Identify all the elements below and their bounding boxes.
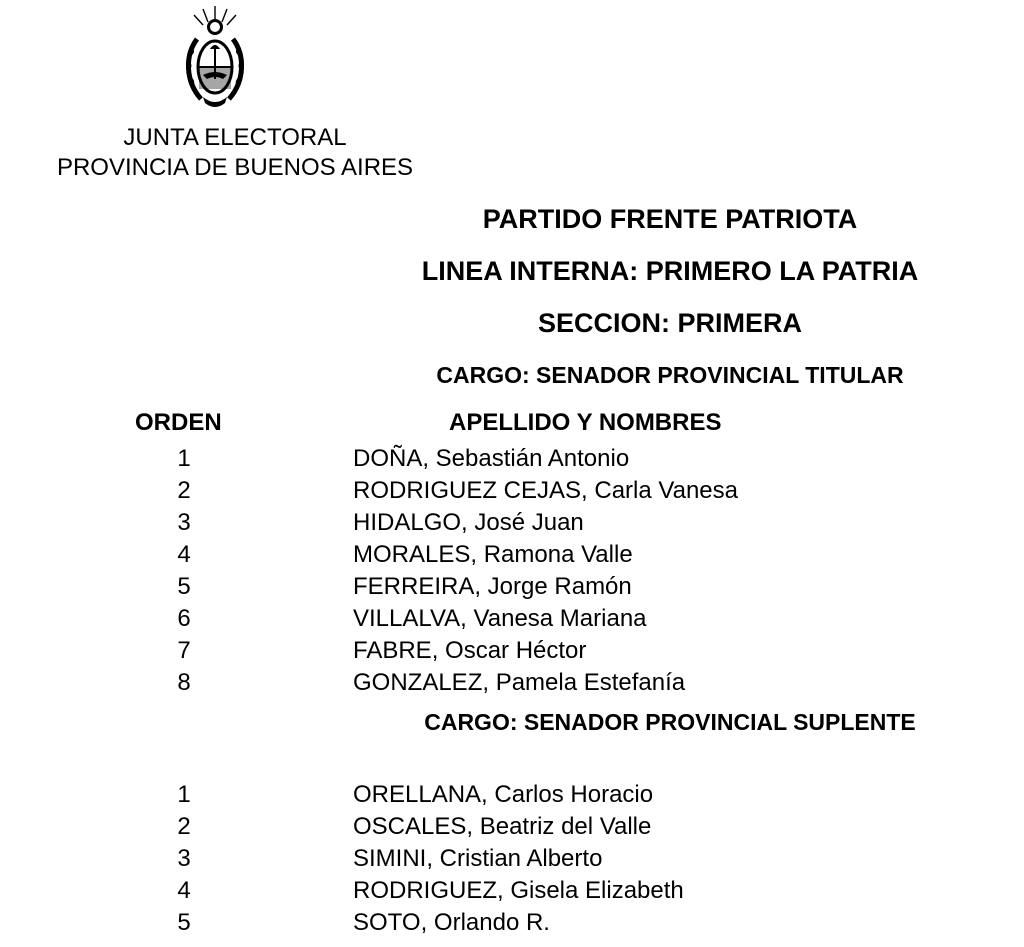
candidate-name: RODRIGUEZ CEJAS, Carla Vanesa (353, 477, 738, 504)
candidate-row (0, 539, 1024, 571)
candidate-row (0, 779, 1024, 811)
candidate-name: ORELLANA, Carlos Horacio (353, 781, 654, 808)
candidate-row (0, 507, 1024, 539)
candidate-name: OSCALES, Beatriz del Valle (353, 813, 652, 840)
party-title: PARTIDO FRENTE PATRIOTA (482, 204, 858, 234)
candidate-row (0, 475, 1024, 507)
candidate-row (0, 875, 1024, 907)
candidate-row (0, 843, 1024, 875)
candidate-orden: 5 (177, 909, 191, 936)
argentina-coat-of-arms-icon (183, 5, 247, 111)
candidate-orden: 4 (177, 877, 191, 904)
section-title: SECCION: PRIMERA (537, 308, 802, 338)
candidate-name: RODRIGUEZ, Gisela Elizabeth (353, 877, 684, 904)
candidate-orden: 7 (177, 637, 191, 664)
cargo-titular-heading: CARGO: SENADOR PROVINCIAL TITULAR (436, 362, 904, 388)
issuer-line-2: PROVINCIA DE BUENOS AIRES (56, 154, 414, 181)
candidate-row (0, 571, 1024, 603)
candidate-orden: 2 (177, 477, 191, 504)
candidate-name: MORALES, Ramona Valle (353, 541, 633, 568)
candidate-row (0, 667, 1024, 699)
candidate-orden: 8 (177, 669, 191, 696)
candidate-orden: 5 (177, 573, 191, 600)
candidate-name: FABRE, Oscar Héctor (353, 637, 587, 664)
candidate-name: FERREIRA, Jorge Ramón (353, 573, 632, 600)
candidate-row (0, 443, 1024, 475)
internal-line-title: LINEA INTERNA: PRIMERO LA PATRIA (421, 256, 919, 286)
candidate-orden: 3 (177, 845, 191, 872)
candidate-orden: 3 (177, 509, 191, 536)
candidate-row (0, 635, 1024, 667)
candidate-name: SIMINI, Cristian Alberto (353, 845, 603, 872)
candidate-name: HIDALGO, José Juan (353, 509, 584, 536)
candidate-orden: 1 (177, 781, 191, 808)
candidate-name: SOTO, Orlando R. (353, 909, 550, 936)
candidate-name: VILLALVA, Vanesa Mariana (353, 605, 647, 632)
candidate-orden: 2 (177, 813, 191, 840)
candidate-name: DOÑA, Sebastián Antonio (353, 445, 630, 472)
candidate-row (0, 603, 1024, 635)
column-header-nombres: APELLIDO Y NOMBRES (449, 409, 722, 436)
candidate-orden: 4 (177, 541, 191, 568)
candidate-row (0, 811, 1024, 843)
candidate-orden: 1 (177, 445, 191, 472)
column-header-orden: ORDEN (135, 409, 222, 436)
suplente-candidate-list (0, 779, 1024, 939)
issuer-line-1: JUNTA ELECTORAL (123, 124, 347, 151)
cargo-suplente-heading: CARGO: SENADOR PROVINCIAL SUPLENTE (424, 709, 916, 735)
titular-candidate-list (0, 443, 1024, 699)
candidate-row (0, 907, 1024, 939)
issuer-name (20, 123, 450, 183)
candidate-name: GONZALEZ, Pamela Estefanía (353, 669, 686, 696)
candidate-orden: 6 (177, 605, 191, 632)
